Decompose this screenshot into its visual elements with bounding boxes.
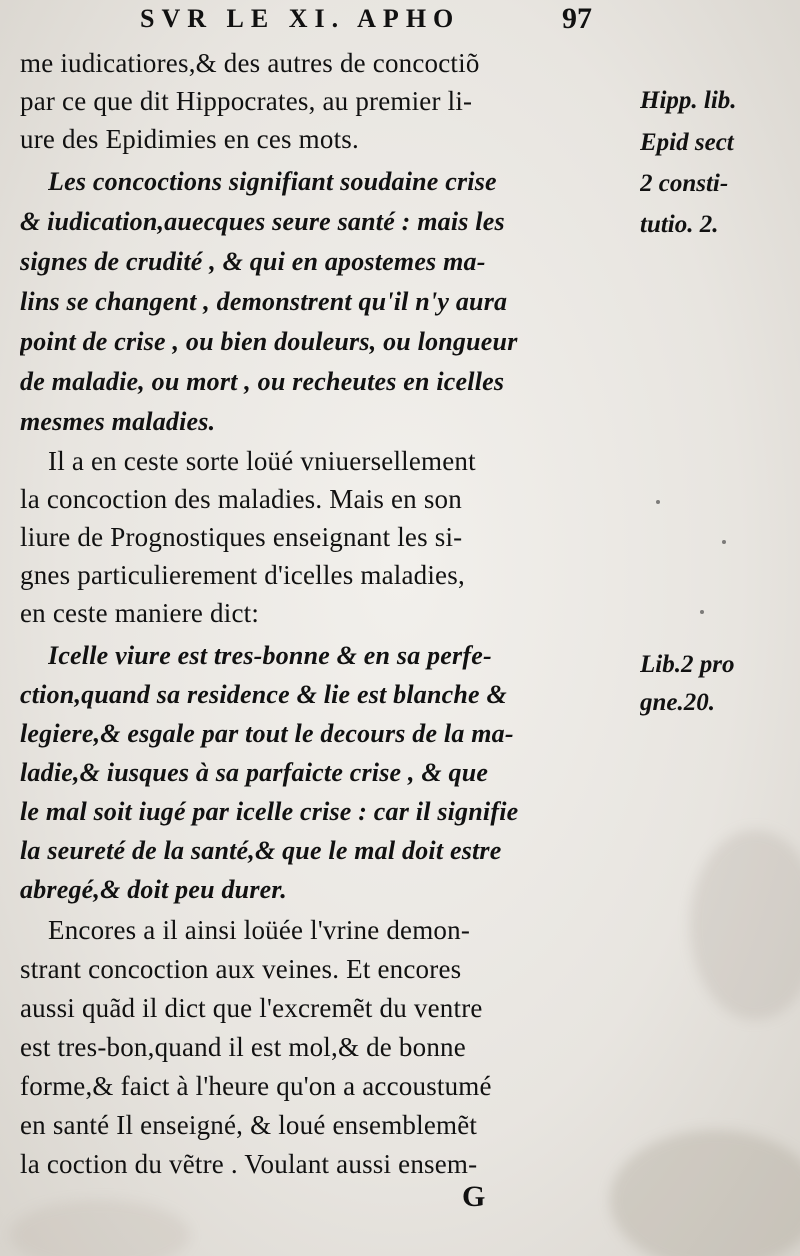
text-line: par ce que dit Hippocrates, au premier li-: [20, 86, 473, 116]
text-line: la concoction des maladies. Mais en son: [20, 484, 462, 514]
text-line: ure des Epidimies en ces mots.: [20, 124, 359, 154]
quotation-line: legiere,& esgale par tout le decours de la ma-: [20, 719, 514, 748]
quotation-line: abregé,& doit peu durer.: [20, 875, 287, 904]
text-line: forme,& faict à l'heure qu'on a accoustumé: [20, 1071, 492, 1101]
quotation-line: Icelle viure est tres-bonne & en sa perfe-: [48, 641, 492, 670]
text-line: la coction du vẽtre . Voulant aussi ensem-: [20, 1149, 478, 1179]
text-line: en ceste maniere dict:: [20, 598, 260, 628]
quotation-line: ladie,& iusques à sa parfaicte crise , & que: [20, 758, 489, 787]
text-line: liure de Prognostiques enseignant les si-: [20, 522, 463, 552]
quotation-line: ction,quand sa residence & lie est blanche &: [20, 680, 507, 709]
text-line: aussi quãd il dict que l'excremẽt du ventre: [20, 993, 483, 1023]
quotation-line: Les concoctions signifiant soudaine crise: [48, 167, 497, 196]
text-line: me iudicatiores,& des autres de concoctiõ: [20, 48, 480, 78]
ink-speck: [656, 500, 660, 504]
water-stain: [690, 830, 800, 1020]
text-line: Il a en ceste sorte loüé vniuersellement: [48, 446, 476, 476]
margin-note: Epid sect: [640, 129, 734, 156]
margin-note: 2 consti-: [640, 170, 729, 197]
quotation-line: le mal soit iugé par icelle crise : car il signifie: [20, 797, 519, 826]
text-line: Encores a il ainsi loüée l'vrine demon-: [48, 915, 471, 945]
page-number: 97: [562, 2, 592, 35]
quotation-line: point de crise , ou bien douleurs, ou longueur: [20, 327, 518, 356]
margin-note: tutio. 2.: [640, 211, 719, 238]
quotation-line: mesmes maladies.: [20, 407, 216, 436]
page-header: [0, 0, 800, 44]
text-line: en santé Il enseigné, & loué ensemblemẽt: [20, 1110, 478, 1140]
text-line: gnes particulierement d'icelles maladies,: [20, 560, 465, 590]
ink-speck: [700, 610, 704, 614]
quotation-line: la seureté de la santé,& que le mal doit estre: [20, 836, 502, 865]
water-stain: [10, 1200, 190, 1256]
margin-note: gne.20.: [640, 689, 715, 716]
signature-mark: G: [462, 1180, 486, 1213]
quotation-line: lins se changent , demonstrent qu'il n'y aura: [20, 287, 508, 316]
quotation-line: signes de crudité , & qui en apostemes ma-: [20, 247, 486, 276]
text-line: strant concoction aux veines. Et encores: [20, 954, 462, 984]
margin-note: Hipp. lib.: [640, 87, 737, 114]
running-head: SVR LE XI. APHO: [140, 4, 461, 33]
quotation-line: de maladie, ou mort , ou recheutes en icelles: [20, 367, 505, 396]
text-line: est tres-bon,quand il est mol,& de bonne: [20, 1032, 466, 1062]
ink-speck: [722, 540, 726, 544]
quotation-line: & iudication,auecques seure santé : mais les: [20, 207, 505, 236]
margin-note: Lib.2 pro: [640, 651, 735, 678]
